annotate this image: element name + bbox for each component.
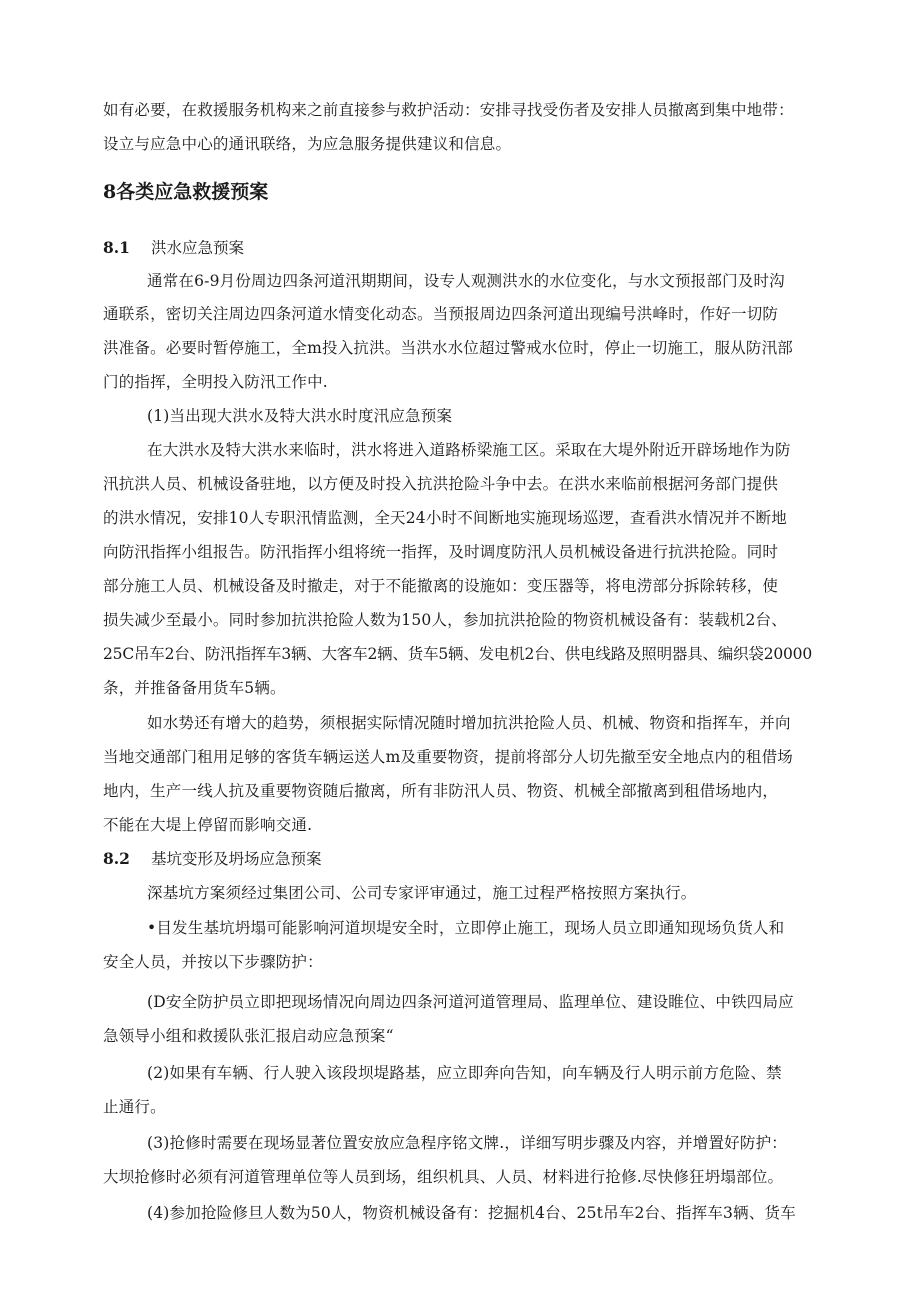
s81-p3-line-2: 当地交通部门租用足够的客货车辆运送人m及重要物资，提前将部分人切先撤至安全地点内的租借场 bbox=[103, 748, 794, 766]
s81-item-1-title: (1)当出现大洪水及特大洪水时度汛应急预案 bbox=[147, 407, 453, 425]
s82-step-3-line-1: (3)抢修时需要在现场显著位置安放应急程序铭文牌.，详细写明步骤及内容，并增置好防护： bbox=[147, 1134, 787, 1152]
s82-p2-line-1: •目发生基坑坍塌可能影响河道坝堤安全时，立即停止施工，现场人员立即通知现场负货人和 bbox=[147, 919, 785, 937]
s81-p3-line-4: 不能在大堤上停留而影响交通. bbox=[103, 816, 313, 834]
s82-step-4-line-1: (4)参加抢险修旦人数为50人，物资机械设备有：挖掘机4台、25t吊车2台、指挥车3辆、货车 bbox=[147, 1204, 796, 1222]
s82-step-1-line-1: (D安全防护员立即把现场情况向周边四条河道河道管理局、监理单位、建设睢位、中铁四局应 bbox=[147, 993, 794, 1011]
s81-p2-line-6: 损失减少至最小。同时参加抗洪抢险人数为150人，参加抗洪抢险的物资机械设备有：装载机2台、 bbox=[103, 611, 787, 629]
section-8-1-title: 洪水应急预案 bbox=[151, 239, 245, 257]
s81-p2-line-2: 汛抗洪人员、机械设备驻地，以方便及时投入抗洪抢险斗争中去。在洪水来临前根据河务部门提供 bbox=[103, 475, 779, 493]
section-8-2-heading bbox=[103, 849, 322, 869]
section-8-2-number: 8.2 bbox=[103, 849, 130, 868]
s81-p2-line-8: 条，并推备备用货车5辆。 bbox=[103, 679, 286, 697]
s81-p3-line-3: 地内，生产一线人抗及重要物资随后撤离，所有非防汛人员、物资、机械全部撤离到租借场地内， bbox=[103, 782, 779, 800]
s81-p2-line-4: 向防汛指挥小组报告。防汛指挥小组将统一指挥，及时调度防汛人员机械设备进行抗洪抢险。同时 bbox=[103, 543, 779, 561]
s81-p1-line-2: 通联系，密切关注周边四条河道水情变化动态。当预报周边四条河道出现编号洪峰时，作好一切防 bbox=[103, 305, 779, 323]
s82-step-2-line-1: (2)如果有车辆、行人驶入该段坝堤路基，应立即奔向告知，向车辆及行人明示前方危险、禁 bbox=[147, 1064, 782, 1082]
section-8-heading: 8各类应急救援预案 bbox=[103, 181, 269, 203]
s82-step-3-line-2: 大坝抢修时必须有河道管理单位等人员到场，组织机具、人员、材料进行抢修.尽快修狂坍塌部位。 bbox=[103, 1168, 784, 1186]
s81-p2-line-1: 在大洪水及特大洪水来临时，洪水将进入道路桥梁施工区。采取在大堤外附近开辟场地作为防 bbox=[147, 441, 791, 459]
intro-line-1: 如有必要，在救援服务机构来之前直接参与救护活动：安排寻找受伤者及安排人员撤离到集中地带： bbox=[103, 101, 794, 119]
s81-p1-line-1: 通常在6-9月份周边四条河道汛期期间，设专人观测洪水的水位变化，与水文预报部门及时沟 bbox=[147, 272, 785, 290]
intro-line-2: 设立与应急中心的通讯联络，为应急服务提供建议和信息。 bbox=[103, 135, 512, 153]
s82-p1-line-1: 深基坑方案须经过集团公司、公司专家评审通过，施工过程严格按照方案执行。 bbox=[147, 884, 697, 902]
section-8-1-number: 8.1 bbox=[103, 238, 130, 257]
s81-p1-line-3: 洪准备。必要时暂停施工，全m投入抗洪。当洪水水位超过警戒水位时，停止一切施工，服从防汛部 bbox=[103, 339, 794, 357]
s81-p2-line-5: 部分施工人员、机械设备及时撤走，对于不能撤离的设施如：变压器等，将电涝部分拆除转移，使 bbox=[103, 577, 779, 595]
s81-p1-line-4: 门的指挥，全明投入防汛工作中. bbox=[103, 373, 328, 391]
section-8-2-title: 基坑变形及坍场应急预案 bbox=[151, 850, 322, 868]
s82-step-1-line-2: 急领导小组和救援队张汇报启动应急预案“ bbox=[103, 1027, 394, 1045]
s81-p2-line-7: 25C吊车2台、防汛指挥车3辆、大客车2辆、货车5辆、发电机2台、供电线路及照明器具、编织袋20000 bbox=[103, 645, 813, 663]
s81-p2-line-3: 的洪水情况，安排10人专职汛情监测，全天24小时不间断地实施现场巡逻，查看洪水情况并不断地 bbox=[103, 509, 787, 527]
s82-step-2-line-2: 止通行。 bbox=[103, 1098, 166, 1116]
section-8-1-heading bbox=[103, 238, 244, 258]
s81-p3-line-1: 如水势还有增大的趋势，须根据实际情况随时增加抗洪抢险人员、机械、物资和指挥车，并向 bbox=[147, 714, 791, 732]
s82-p2-line-2: 安全人员，并按以下步骤防护： bbox=[103, 953, 323, 971]
